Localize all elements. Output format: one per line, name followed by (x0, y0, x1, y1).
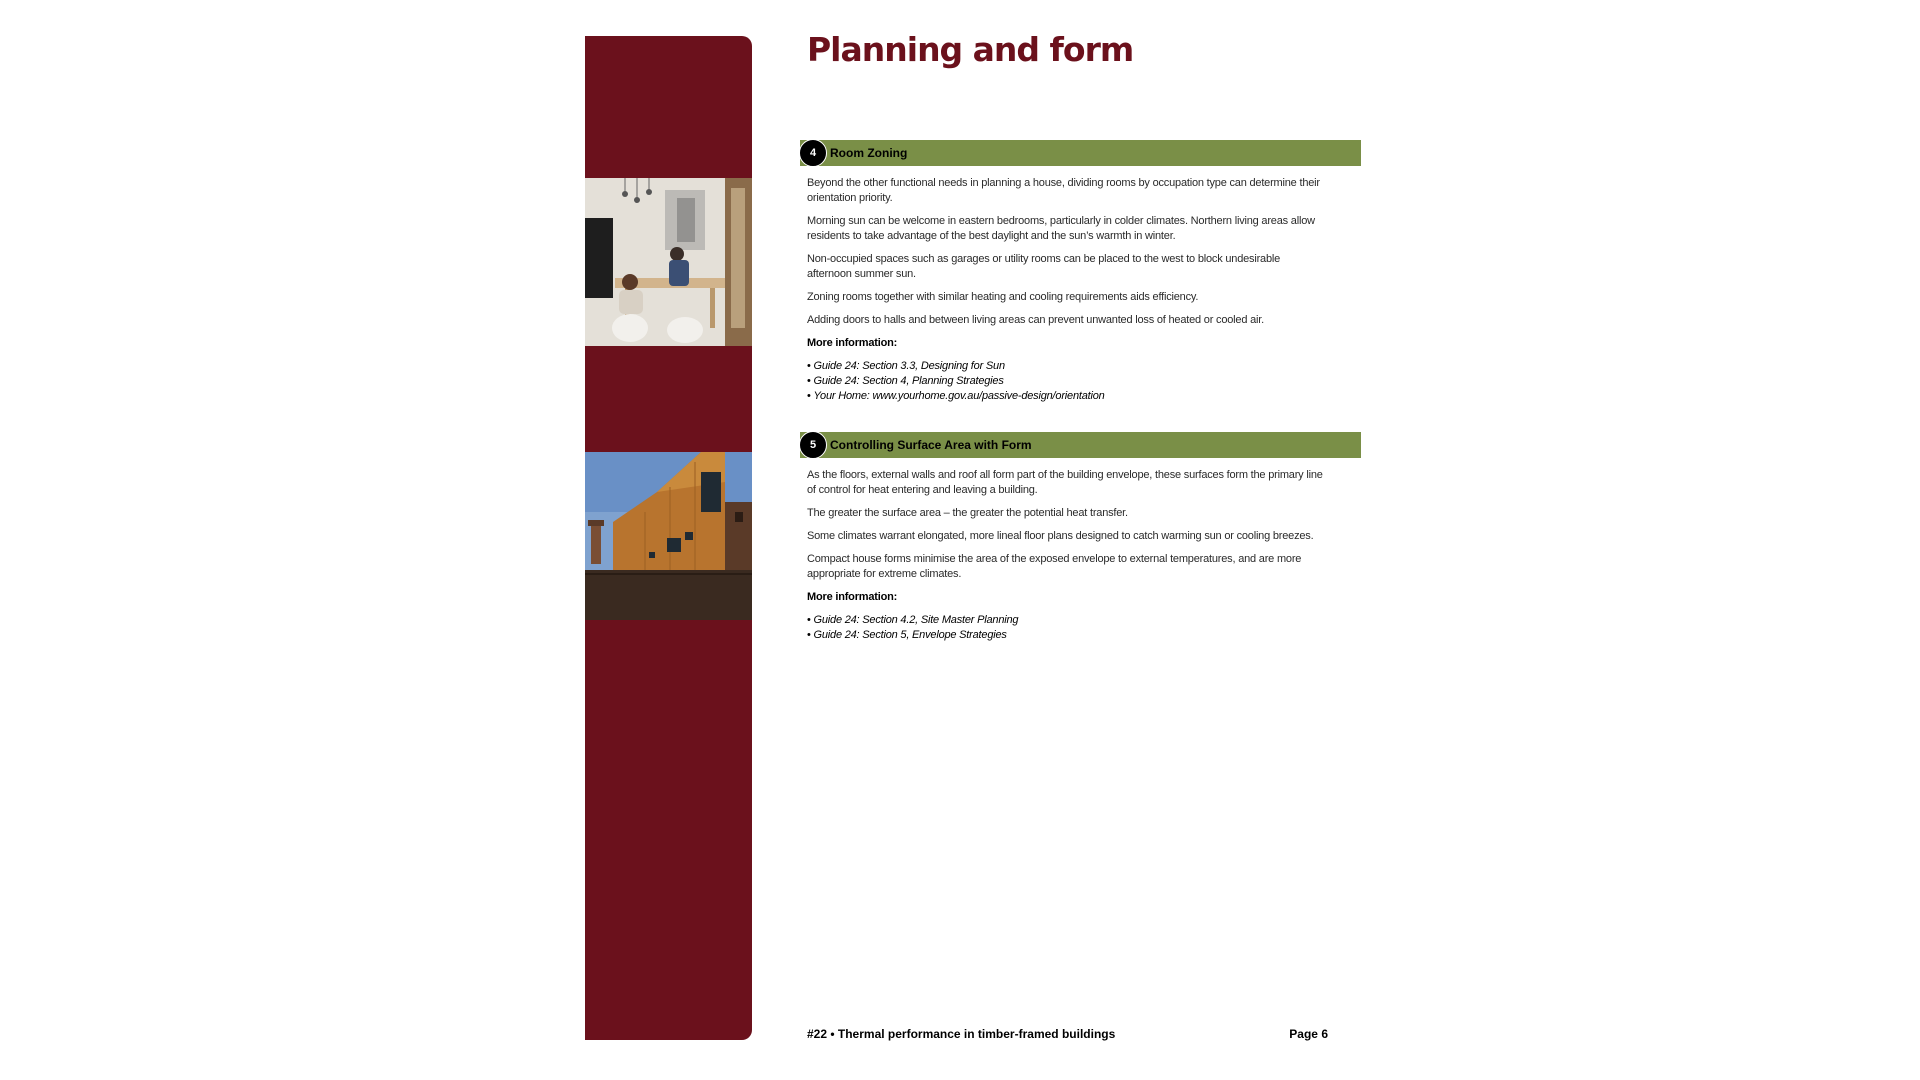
section-header-surface-area (800, 432, 1361, 458)
paragraph: Non-occupied spaces such as garages or utility rooms can be placed to the west to block undesirable afternoon summer sun. (807, 253, 1281, 280)
paragraph: Adding doors to halls and between living areas can prevent unwanted loss of heated or cooled air. (807, 314, 1264, 326)
dining-room-photo (585, 178, 752, 346)
section-title: Controlling Surface Area with Form (830, 438, 1032, 452)
footer-page-number: Page 6 (1289, 1027, 1328, 1041)
paragraph: Compact house forms minimise the area of the exposed envelope to external temperatures, and are more appropriate for extreme climates. (807, 553, 1302, 580)
reference-item: • Guide 24: Section 3.3, Designing for Sun (807, 359, 1327, 374)
paragraph: As the floors, external walls and roof all form part of the building envelope, these surfaces form the primary line of control for heat entering and leaving a building. (807, 469, 1323, 496)
more-information-heading: More information: (807, 337, 898, 349)
paragraph: Zoning rooms together with similar heating and cooling requirements aids efficiency. (807, 291, 1199, 303)
paragraph: The greater the surface area – the greater the potential heat transfer. (807, 507, 1128, 519)
section-body-surface-area (807, 468, 1327, 643)
paragraph: Some climates warrant elongated, more lineal floor plans designed to catch warming sun or cooling breezes. (807, 530, 1314, 542)
section-title: Room Zoning (830, 146, 908, 160)
reference-item: • Your Home: www.yourhome.gov.au/passive-design/orientation (807, 389, 1327, 404)
side-band (585, 36, 752, 1040)
reference-item: • Guide 24: Section 4.2, Site Master Planning (807, 613, 1327, 628)
more-information-heading: More information: (807, 591, 898, 603)
footer-publication-title: #22 • Thermal performance in timber-framed buildings (807, 1027, 1116, 1041)
section-number-badge: 5 (799, 431, 827, 459)
reference-list (807, 613, 1327, 643)
section-number-badge: 4 (799, 139, 827, 167)
section-body-room-zoning (807, 176, 1327, 404)
reference-list (807, 359, 1327, 404)
paragraph: Morning sun can be welcome in eastern bedrooms, particularly in colder climates. Northern living areas allow residents to take advantage of the best daylight and the sun’s warmth in winter. (807, 215, 1315, 242)
timber-house-photo (585, 452, 752, 620)
reference-item: • Guide 24: Section 5, Envelope Strategies (807, 628, 1327, 643)
paragraph: Beyond the other functional needs in planning a house, dividing rooms by occupation type can determine their orientation priority. (807, 177, 1320, 204)
reference-item: • Guide 24: Section 4, Planning Strategies (807, 374, 1327, 389)
section-header-room-zoning (800, 140, 1361, 166)
page-title: Planning and form (807, 30, 1134, 69)
